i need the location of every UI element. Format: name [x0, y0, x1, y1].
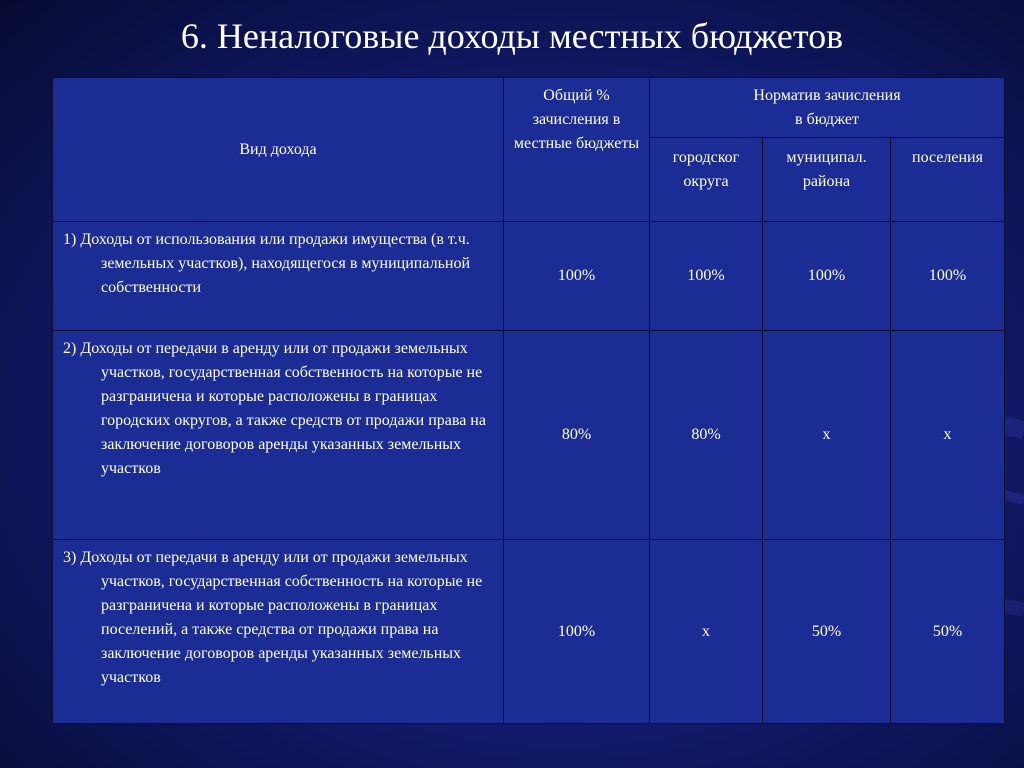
- header-total: Общий % зачисления в местные бюджеты: [504, 78, 650, 222]
- header-norm: Норматив зачисления в бюджет: [650, 78, 1005, 138]
- row-label: 2) Доходы от передачи в аренду или от продажи земельных участков, государственная собственность на которые не разграничена и которые расположены в границах городских округов, а также средств от продажи права на заключение договоров аренды указанных земельных участков: [53, 331, 504, 540]
- table-row: [53, 331, 1005, 540]
- row-value-municipal-district: х: [763, 331, 891, 540]
- row-label: 3) Доходы от передачи в аренду или от продажи земельных участков, государственная собственность на которые не разграничена и которые расположены в границах поселений, а также средства от продажи права на заключение договоров аренды указанных земельных участков: [53, 540, 504, 724]
- row-value-settlement: х: [891, 331, 1005, 540]
- row-value-city-district: х: [650, 540, 763, 724]
- row-total: 100%: [504, 540, 650, 724]
- income-table: [52, 77, 1005, 724]
- row-value-settlement: 50%: [891, 540, 1005, 724]
- header-settlement: поселения: [891, 138, 1005, 222]
- row-value-municipal-district: 50%: [763, 540, 891, 724]
- row-label: 1) Доходы от использования или продажи имущества (в т.ч. земельных участков), находящегося в муниципальной собственности: [53, 222, 504, 331]
- table-row: [53, 222, 1005, 331]
- slide-title: 6. Неналоговые доходы местных бюджетов: [180, 16, 844, 56]
- row-value-settlement: 100%: [891, 222, 1005, 331]
- header-city-district: городског округа: [650, 138, 763, 222]
- header-row: [53, 78, 1005, 138]
- row-total: 100%: [504, 222, 650, 331]
- header-type: Вид дохода: [53, 78, 504, 222]
- header-municipal-district: муниципал. района: [763, 138, 891, 222]
- row-value-municipal-district: 100%: [763, 222, 891, 331]
- row-value-city-district: 80%: [650, 331, 763, 540]
- table-row: [53, 540, 1005, 724]
- row-total: 80%: [504, 331, 650, 540]
- row-value-city-district: 100%: [650, 222, 763, 331]
